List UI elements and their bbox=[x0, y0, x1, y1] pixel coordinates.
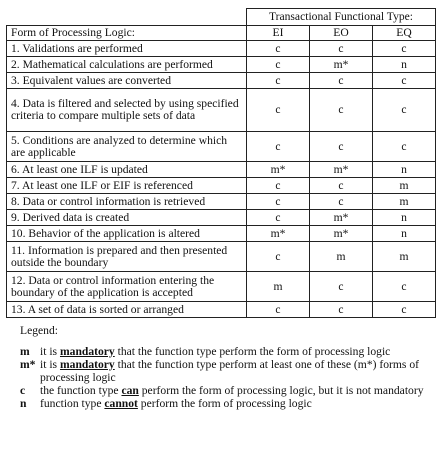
legend-text-emphasis: mandatory bbox=[59, 358, 115, 371]
legend-description bbox=[40, 397, 435, 410]
column-header-ei: EI bbox=[247, 26, 310, 41]
table-body bbox=[7, 41, 436, 318]
processing-logic-label: 11. Information is prepared and then presented outside the boundary bbox=[7, 242, 247, 272]
legend-item bbox=[20, 384, 435, 397]
table-row bbox=[7, 302, 436, 318]
cell-eo: c bbox=[310, 178, 373, 194]
cell-eq: c bbox=[373, 73, 436, 89]
table-row bbox=[7, 57, 436, 73]
table-row bbox=[7, 226, 436, 242]
cell-eo: c bbox=[310, 194, 373, 210]
legend-item bbox=[20, 397, 435, 410]
cell-eo: m* bbox=[310, 210, 373, 226]
legend-text-post: perform the form of processing logic, but it is not mandatory bbox=[138, 384, 424, 397]
cell-eq: c bbox=[373, 302, 436, 318]
legend-description bbox=[40, 384, 435, 397]
cell-eo: c bbox=[310, 89, 373, 132]
legend-items bbox=[20, 345, 435, 410]
cell-eo: c bbox=[310, 302, 373, 318]
cell-eq: n bbox=[373, 162, 436, 178]
cell-eo: m* bbox=[310, 162, 373, 178]
processing-logic-label: 12. Data or control information entering the boundary of the application is accepted bbox=[7, 272, 247, 302]
processing-logic-label: 10. Behavior of the application is altered bbox=[7, 226, 247, 242]
cell-ei: c bbox=[247, 57, 310, 73]
table-corner bbox=[7, 9, 247, 26]
cell-eo: m* bbox=[310, 57, 373, 73]
cell-eo: c bbox=[310, 41, 373, 57]
cell-ei: c bbox=[247, 178, 310, 194]
table-row bbox=[7, 194, 436, 210]
processing-logic-label: 1. Validations are performed bbox=[7, 41, 247, 57]
table-row bbox=[7, 272, 436, 302]
cell-eq: c bbox=[373, 41, 436, 57]
legend-title: Legend: bbox=[20, 324, 58, 337]
processing-logic-label: 8. Data or control information is retrieved bbox=[7, 194, 247, 210]
cell-eo: c bbox=[310, 73, 373, 89]
legend-item bbox=[20, 345, 435, 358]
cell-eq: m bbox=[373, 178, 436, 194]
cell-eq: n bbox=[373, 210, 436, 226]
legend-text-pre: it is bbox=[40, 345, 60, 358]
legend-symbol: m bbox=[20, 345, 30, 358]
cell-eq: c bbox=[373, 132, 436, 162]
cell-ei: m* bbox=[247, 162, 310, 178]
processing-logic-table bbox=[6, 8, 436, 318]
column-header-eq: EQ bbox=[373, 26, 436, 41]
legend-text-post: that the function type perform the form of processing logic bbox=[114, 345, 391, 358]
cell-eo: c bbox=[310, 272, 373, 302]
legend-text-emphasis: can bbox=[121, 384, 139, 397]
legend-text-pre: function type bbox=[40, 397, 105, 410]
table-row bbox=[7, 132, 436, 162]
legend-description bbox=[40, 358, 435, 384]
cell-ei: m* bbox=[247, 226, 310, 242]
column-header-eo: EO bbox=[310, 26, 373, 41]
processing-logic-label: 5. Conditions are analyzed to determine which are applicable bbox=[7, 132, 247, 162]
legend-text-pre: the function type bbox=[40, 384, 122, 397]
cell-ei: c bbox=[247, 302, 310, 318]
table-row bbox=[7, 73, 436, 89]
cell-eq: n bbox=[373, 57, 436, 73]
cell-eo: c bbox=[310, 132, 373, 162]
cell-eo: m bbox=[310, 242, 373, 272]
processing-logic-label: 2. Mathematical calculations are performed bbox=[7, 57, 247, 73]
legend-item bbox=[20, 358, 435, 384]
processing-logic-label: 4. Data is filtered and selected by using specified criteria to compare multiple sets of data bbox=[7, 89, 247, 132]
cell-eq: n bbox=[373, 226, 436, 242]
legend-text-emphasis: mandatory bbox=[59, 345, 115, 358]
row-header: Form of Processing Logic: bbox=[7, 26, 247, 41]
legend-text-post: that the function type perform at least one of these (m*) forms of processing logic bbox=[40, 358, 419, 384]
legend-symbol: c bbox=[20, 384, 26, 397]
legend-text-emphasis: cannot bbox=[104, 397, 138, 410]
cell-eq: c bbox=[373, 89, 436, 132]
cell-ei: c bbox=[247, 73, 310, 89]
processing-logic-label: 9. Derived data is created bbox=[7, 210, 247, 226]
processing-logic-label: 6. At least one ILF is updated bbox=[7, 162, 247, 178]
table-row bbox=[7, 210, 436, 226]
processing-logic-label: 3. Equivalent values are converted bbox=[7, 73, 247, 89]
table-row bbox=[7, 242, 436, 272]
cell-eo: m* bbox=[310, 226, 373, 242]
table-row bbox=[7, 41, 436, 57]
cell-ei: c bbox=[247, 132, 310, 162]
cell-ei: c bbox=[247, 89, 310, 132]
legend-description bbox=[40, 345, 435, 358]
cell-eq: m bbox=[373, 242, 436, 272]
table-row bbox=[7, 162, 436, 178]
cell-ei: c bbox=[247, 41, 310, 57]
group-header: Transactional Functional Type: bbox=[247, 9, 436, 26]
cell-ei: m bbox=[247, 272, 310, 302]
processing-logic-label: 13. A set of data is sorted or arranged bbox=[7, 302, 247, 318]
legend bbox=[20, 324, 435, 410]
cell-ei: c bbox=[247, 242, 310, 272]
legend-text-post: perform the form of processing logic bbox=[137, 397, 312, 410]
legend-symbol: m* bbox=[20, 358, 36, 371]
legend-symbol: n bbox=[20, 397, 27, 410]
cell-ei: c bbox=[247, 210, 310, 226]
table-row bbox=[7, 89, 436, 132]
cell-ei: c bbox=[247, 194, 310, 210]
processing-logic-label: 7. At least one ILF or EIF is referenced bbox=[7, 178, 247, 194]
legend-text-pre: it is bbox=[40, 358, 60, 371]
table-row bbox=[7, 178, 436, 194]
cell-eq: m bbox=[373, 194, 436, 210]
cell-eq: c bbox=[373, 272, 436, 302]
